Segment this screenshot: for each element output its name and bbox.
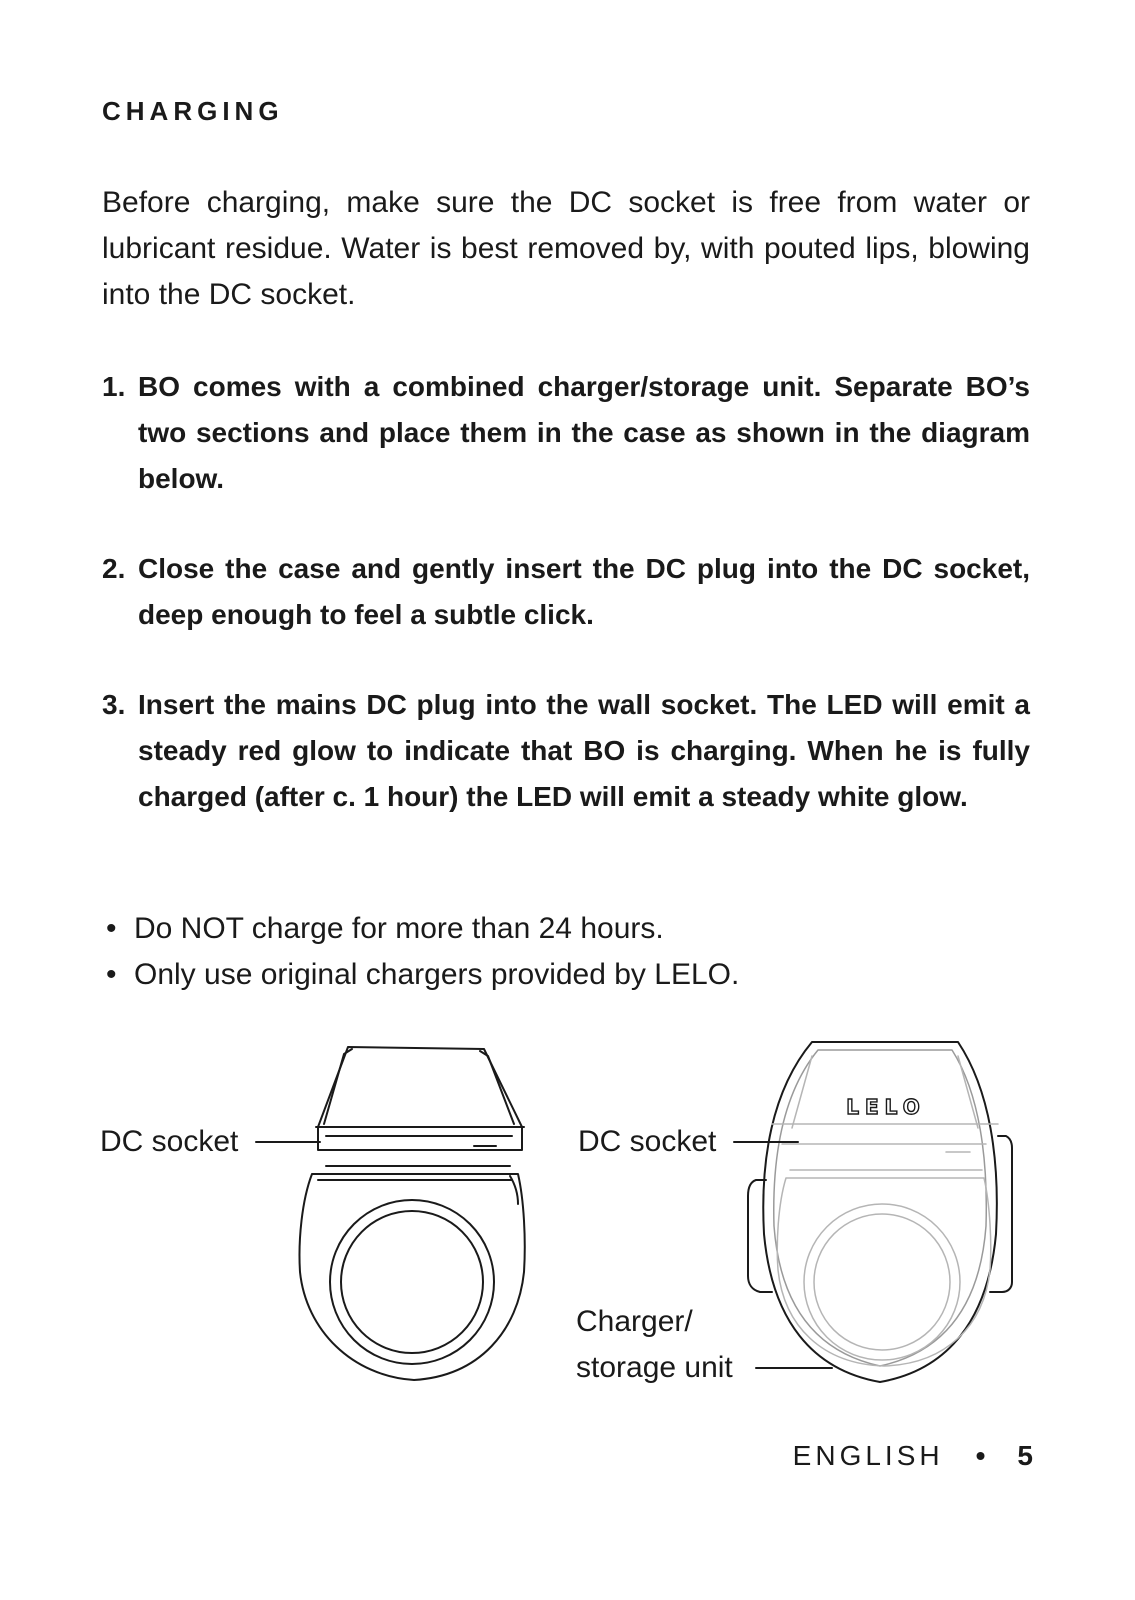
page-footer <box>793 1440 1033 1472</box>
step-number: 3. <box>102 689 126 720</box>
step-item <box>102 546 1030 638</box>
warning-item <box>102 952 1030 998</box>
charging-diagram <box>0 1030 1135 1400</box>
left-dc-socket-label: DC socket <box>100 1125 239 1158</box>
warning-item <box>102 906 1030 952</box>
footer-separator: • <box>975 1440 990 1471</box>
storage-unit-label-line2: storage unit <box>576 1351 733 1384</box>
step-number: 2. <box>102 553 126 584</box>
step-text: BO comes with a combined charger/storage unit. Separate BO’s two sections and place them in the case as shown in the diagram below. <box>138 371 1030 494</box>
bullet-icon: • <box>106 958 117 991</box>
storage-unit-label-line1: Charger/ <box>576 1305 693 1338</box>
warning-text: Only use original chargers provided by LELO. <box>134 958 740 991</box>
step-item <box>102 364 1030 502</box>
section-heading: CHARGING <box>102 96 284 126</box>
bullet-icon: • <box>106 912 117 945</box>
lelo-logo: LELO <box>846 1095 926 1119</box>
warning-text: Do NOT charge for more than 24 hours. <box>134 912 664 945</box>
step-number: 1. <box>102 371 126 402</box>
intro-paragraph: Before charging, make sure the DC socket is free from water or lubricant residue. Water is best removed by, with pouted lips, blowing into the DC socket. <box>102 186 1030 311</box>
step-text: Insert the mains DC plug into the wall socket. The LED will emit a steady red glow to indicate that BO is charging. When he is fully charged (after c. 1 hour) the LED will emit a steady white glow. <box>138 689 1030 812</box>
bo-ring-section-illustration <box>300 1166 525 1380</box>
steps-list <box>102 364 1030 864</box>
right-dc-socket-label: DC socket <box>578 1125 717 1158</box>
footer-language: ENGLISH <box>792 1440 944 1471</box>
bo-top-section-illustration <box>316 1047 524 1150</box>
step-item <box>102 682 1030 820</box>
warnings-list <box>102 906 1030 998</box>
step-text: Close the case and gently insert the DC plug into the DC socket, deep enough to feel a subtle click. <box>138 553 1030 630</box>
charger-case-illustration <box>748 1042 1012 1382</box>
page-number: 5 <box>1017 1440 1033 1471</box>
